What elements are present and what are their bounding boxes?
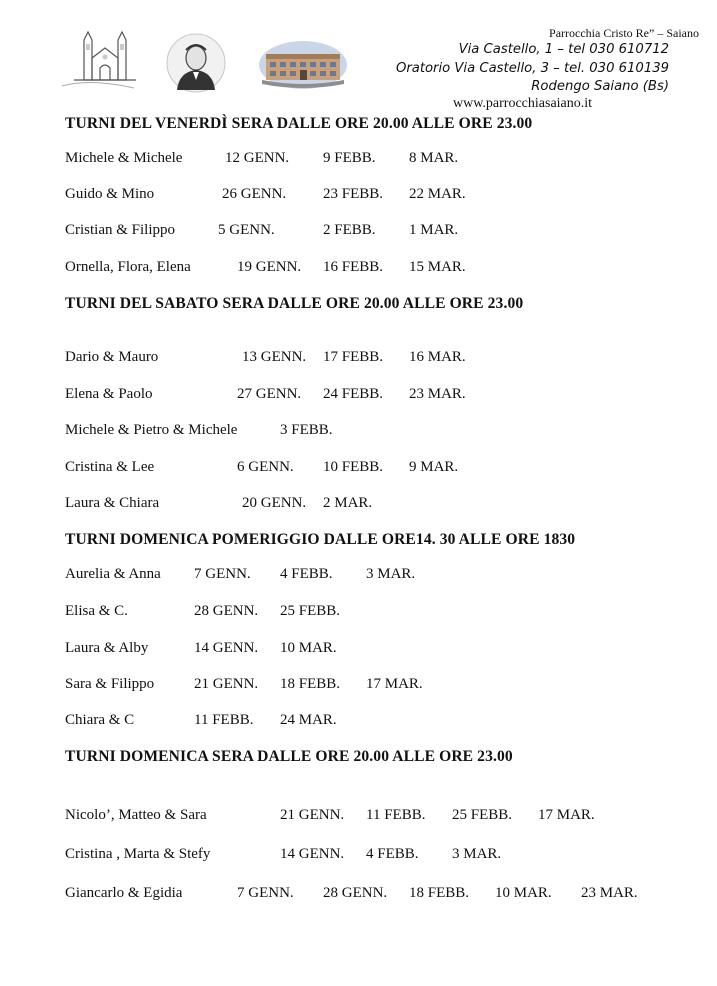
shift-date: 1 MAR.	[409, 222, 459, 238]
shift-date: 14 GENN.	[194, 640, 259, 656]
shift-date: 10 FEBB.	[323, 459, 384, 475]
volunteer-names: Nicolo’, Matteo & Sara	[65, 807, 207, 823]
volunteer-names: Dario & Mauro	[65, 349, 159, 365]
section-title-saturday: TURNI DEL SABATO SERA DALLE ORE 20.00 ALLE ORE 23.00	[65, 295, 524, 312]
shift-date: 8 MAR.	[409, 150, 459, 166]
parish-name: Parrocchia Cristo Re” – Saiano	[549, 26, 699, 40]
shift-date: 16 MAR.	[409, 349, 466, 365]
volunteer-names: Cristina , Marta & Stefy	[65, 846, 211, 862]
shift-date: 4 FEBB.	[366, 846, 419, 862]
list-item	[65, 386, 665, 406]
volunteer-names: Giancarlo & Egidia	[65, 885, 183, 901]
volunteer-names: Laura & Alby	[65, 640, 149, 656]
volunteer-names: Elena & Paolo	[65, 386, 153, 402]
shift-date: 28 GENN.	[323, 885, 388, 901]
list-item	[65, 712, 665, 732]
shift-date: 18 FEBB.	[409, 885, 470, 901]
shift-date: 27 GENN.	[237, 386, 302, 402]
shift-date: 11 FEBB.	[366, 807, 426, 823]
section-title-sunday-evening: TURNI DOMENICA SERA DALLE ORE 20.00 ALLE ORE 23.00	[65, 748, 513, 765]
list-item	[65, 640, 665, 660]
volunteer-names: Guido & Mino	[65, 186, 155, 202]
shift-date: 21 GENN.	[194, 676, 259, 692]
address-line-2: Oratorio Via Castello, 3 – tel. 030 610139	[395, 61, 669, 76]
shift-date: 6 GENN.	[237, 459, 294, 475]
shift-date: 20 GENN.	[242, 495, 307, 511]
shift-date: 21 GENN.	[280, 807, 345, 823]
volunteer-names: Elisa & C.	[65, 603, 128, 619]
shift-date: 12 GENN.	[225, 150, 290, 166]
shift-date: 18 FEBB.	[280, 676, 341, 692]
website-link[interactable]: www.parrocchiasaiano.it	[453, 96, 593, 111]
shift-date: 3 FEBB.	[280, 422, 333, 438]
shift-date: 9 MAR.	[409, 459, 459, 475]
shift-date: 23 MAR.	[409, 386, 466, 402]
volunteer-names: Sara & Filippo	[65, 676, 155, 692]
volunteer-names: Cristina & Lee	[65, 459, 155, 475]
volunteer-names: Aurelia & Anna	[65, 566, 161, 582]
shift-date: 19 GENN.	[237, 259, 302, 275]
volunteer-names: Michele & Michele	[65, 150, 183, 166]
oratory-building-logo	[258, 40, 348, 90]
shift-date: 14 GENN.	[280, 846, 345, 862]
shift-date: 17 MAR.	[538, 807, 595, 823]
volunteer-names: Chiara & C	[65, 712, 135, 728]
shift-date: 7 GENN.	[237, 885, 294, 901]
shift-date: 25 FEBB.	[280, 603, 341, 619]
shift-date: 23 FEBB.	[323, 186, 384, 202]
volunteer-names: Cristian & Filippo	[65, 222, 176, 238]
list-item	[65, 186, 665, 206]
section-title-friday: TURNI DEL VENERDÌ SERA DALLE ORE 20.00 ALLE ORE 23.00	[65, 115, 533, 132]
shift-date: 15 MAR.	[409, 259, 466, 275]
shift-date: 28 GENN.	[194, 603, 259, 619]
list-item	[65, 846, 685, 866]
list-item	[65, 676, 665, 696]
list-item	[65, 603, 665, 623]
church-logo	[60, 30, 136, 92]
shift-date: 25 FEBB.	[452, 807, 513, 823]
section-title-sunday-afternoon: TURNI DOMENICA POMERIGGIO DALLE ORE14. 30 ALLE ORE 1830	[65, 531, 576, 548]
list-item	[65, 222, 665, 242]
shift-date: 16 FEBB.	[323, 259, 384, 275]
shift-date: 7 GENN.	[194, 566, 251, 582]
list-item	[65, 807, 685, 827]
list-item	[65, 495, 665, 515]
shift-date: 5 GENN.	[218, 222, 275, 238]
list-item	[65, 349, 665, 369]
shift-date: 3 MAR.	[452, 846, 502, 862]
volunteer-names: Laura & Chiara	[65, 495, 160, 511]
volunteer-names: Ornella, Flora, Elena	[65, 259, 191, 275]
portrait-logo	[165, 32, 227, 94]
list-item	[65, 885, 685, 905]
shift-date: 10 MAR.	[495, 885, 552, 901]
shift-date: 9 FEBB.	[323, 150, 376, 166]
shift-date: 2 MAR.	[323, 495, 373, 511]
shift-date: 26 GENN.	[222, 186, 287, 202]
address-line-3: Rodengo Saiano (Bs)	[531, 79, 669, 94]
shift-date: 13 GENN.	[242, 349, 307, 365]
shift-date: 3 MAR.	[366, 566, 416, 582]
shift-date: 2 FEBB.	[323, 222, 376, 238]
list-item	[65, 422, 665, 442]
address-line-1: Via Castello, 1 – tel 030 610712	[458, 42, 669, 57]
shift-date: 24 MAR.	[280, 712, 337, 728]
shift-date: 17 MAR.	[366, 676, 423, 692]
shift-date: 10 MAR.	[280, 640, 337, 656]
shift-date: 22 MAR.	[409, 186, 466, 202]
shift-date: 4 FEBB.	[280, 566, 333, 582]
shift-date: 23 MAR.	[581, 885, 638, 901]
list-item	[65, 150, 665, 170]
shift-date: 11 FEBB.	[194, 712, 254, 728]
list-item	[65, 566, 665, 586]
list-item	[65, 459, 665, 479]
shift-date: 24 FEBB.	[323, 386, 384, 402]
volunteer-names: Michele & Pietro & Michele	[65, 422, 238, 438]
shift-date: 17 FEBB.	[323, 349, 384, 365]
list-item	[65, 259, 665, 279]
